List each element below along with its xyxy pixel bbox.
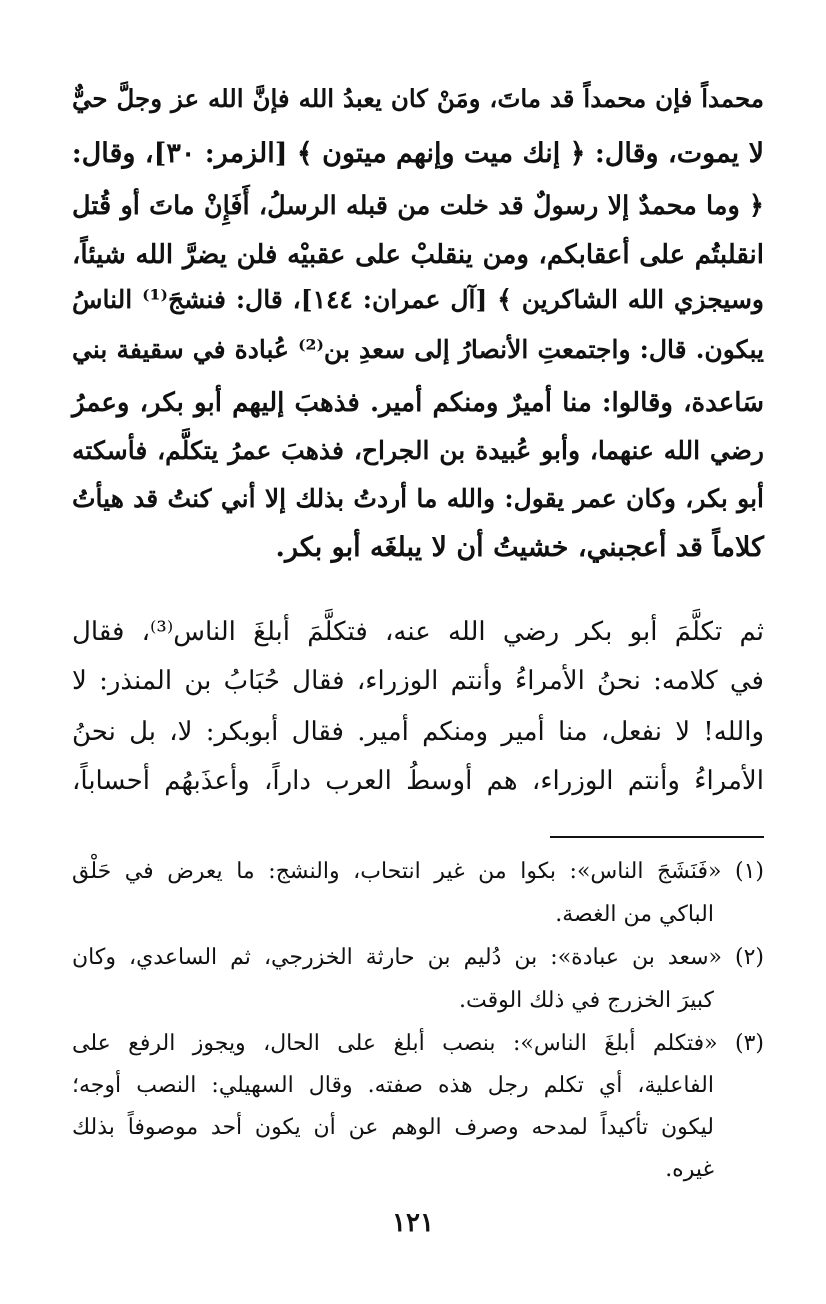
page-number: ١٢١ [392,1208,434,1238]
footnote-line: الفاعلية، أي تكلم رجل هذه صفته. وقال السهيلي: النصب أوجه؛ [72,1073,714,1098]
footnote-line: (٢) «سعد بن عبادة»: بن دُليم بن حارثة الخزرجي، ثم الساعدي، وكان [72,945,764,970]
footnote-separator [550,836,764,838]
footnote-line: غيره. [665,1157,714,1182]
footnote-line: (٣) «فتكلم أبلغَ الناس»: بنصب أبلغ على الحال، ويجوز الرفع على [72,1031,764,1056]
text-line: في كلامه: نحنُ الأمراءُ وأنتم الوزراء، فقال حُبَابُ بن المنذر: لا [72,666,764,696]
text-line: يبكون. قال: واجتمعتِ الأنصارُ إلى سعدِ بن⁽²⁾ عُبادة في سقيفة بني [72,335,764,364]
text-line: لا يموت، وقال: ﴿ إنك ميت وإنهم ميتون ﴾ [الزمر: ٣٠]، وقال: [71,138,764,169]
footnote-line: ليكون تأكيداً لمدحه وصرف الوهم عن أن يكون أحد موصوفاً بذلك [72,1115,714,1140]
text-line: الأمراءُ وأنتم الوزراء، هم أوسطُ العرب داراً، وأعذَبهُم أحساباً، [72,766,764,796]
footnote-line: الباكي من الغصة. [555,902,714,927]
text-line: والله! لا نفعل، منا أمير ومنكم أمير. فقال أبوبكر: لا، بل نحنُ [72,717,764,747]
text-line: وسيجزي الله الشاكرين ﴾ [آل عمران: ١٤٤]، قال: فنشجَ⁽¹⁾ الناسُ [72,285,764,314]
footnote-line: كبيرَ الخزرج في ذلك الوقت. [458,988,714,1013]
text-line: محمداً فإن محمداً قد ماتَ، ومَنْ كان يعبدُ الله فإنَّ الله عز وجلَّ حيٌّ [72,84,764,113]
text-line: رضي الله عنهما، وأبو عُبيدة بن الجراح، فذهبَ عمرُ يتكلَّم، فأسكته [72,436,764,465]
text-line: كلاماً قد أعجبني، خشيتُ أن لا يبلغَه أبو بكر. [275,532,764,563]
text-line: ﴿ وما محمدٌ إلا رسولٌ قد خلت من قبله الرسلُ، أَفَإِنْ ماتَ أو قُتل [72,191,764,221]
text-line: انقلبتُم على أعقابكم، ومن ينقلبْ على عقبيْه فلن يضرَّ الله شيئاً، [72,240,764,270]
text-line: ثم تكلَّمَ أبو بكر رضي الله عنه، فتكلَّمَ أبلغَ الناس⁽³⁾، فقال [72,617,764,647]
text-line: سَاعدة، وقالوا: منا أميرٌ ومنكم أمير. فذهبَ إليهم أبو بكر، وعمرُ [72,388,764,418]
text-line: أبو بكر، وكان عمر يقول: والله ما أردتُ بذلك إلا أني كنتُ قد هيأتُ [72,484,764,513]
footnote-line: (١) «فَنَشَجَ الناس»: بكوا من غير انتحاب، والنشج: ما يعرض في حَلْق [72,859,764,884]
